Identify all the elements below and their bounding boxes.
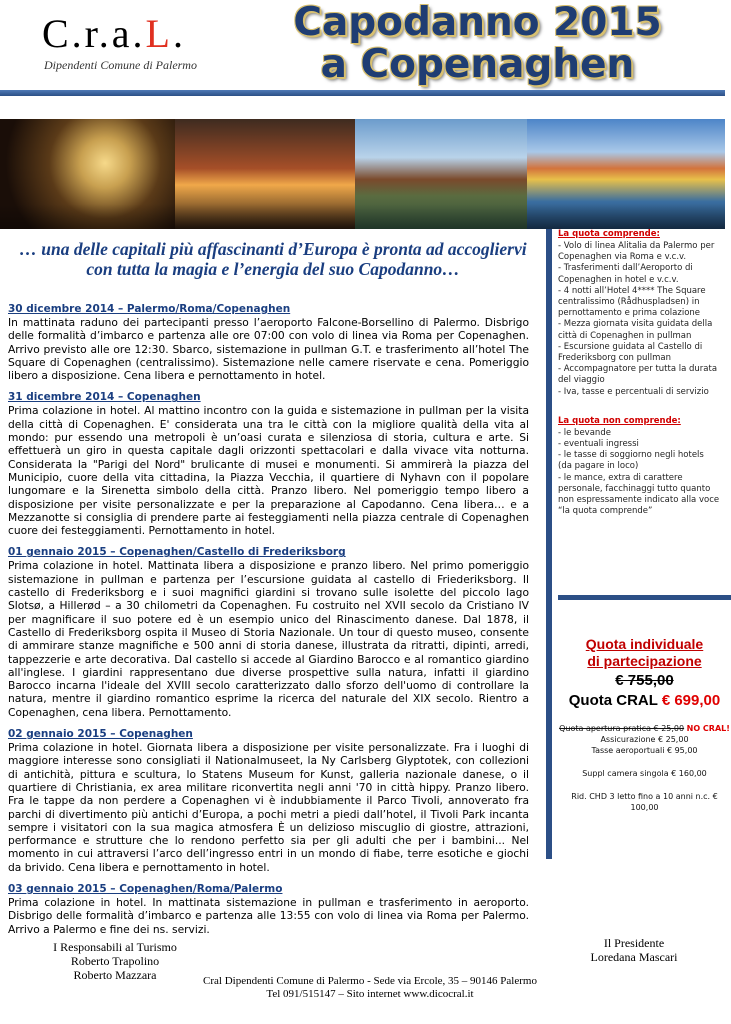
list-item: - 4 notti all’Hotel 4**** The Square (558, 285, 706, 296)
day-item (8, 546, 529, 719)
fireworks-photo (0, 119, 175, 229)
cral-price: Quota CRAL € 699,00 (568, 692, 721, 709)
includes-section (558, 229, 725, 398)
list-item: - Mezza giornata visita guidata della (558, 319, 713, 330)
day-item (8, 303, 529, 382)
child-reduction: Rid. CHD 3 letto fino a 10 anni n.c. € (571, 792, 718, 801)
list-item: Copenaghen in hotel e v.c.v. (558, 274, 679, 285)
day-item (8, 391, 529, 537)
old-price: € 755,00 (615, 672, 674, 689)
nyhavn-photo (527, 119, 725, 229)
insurance-fee: Assicurazione € 25,00 (600, 735, 689, 744)
footer-address: Cral Dipendenti Comune di Palermo - Sede via Ercole, 35 – 90146 Palermo (203, 975, 537, 987)
tivoli-photo (175, 119, 355, 229)
page-title (230, 2, 725, 86)
footer-contacts: Tel 091/515147 – Sito internet www.dicocral.it (266, 988, 474, 1000)
list-item: personale, facchinaggi tutto quanto (558, 483, 711, 494)
itinerary-column (0, 229, 545, 936)
includes-title: La quota comprende: (558, 229, 660, 239)
day-item (8, 728, 529, 874)
list-item: - Volo di linea Alitalia da Palermo per (558, 241, 715, 251)
price-box (558, 595, 731, 813)
logo-subtitle: Dipendenti Comune di Palermo (44, 58, 197, 72)
tourism-signatures: I Responsabili al Turismo Roberto Trapolino Roberto Mazzara (53, 940, 177, 982)
list-item: - Trasferimenti dall’Aeroporto di (558, 263, 693, 274)
list-item: del viaggio (558, 375, 605, 386)
title-line-2: a Copenaghen (320, 42, 635, 87)
logo-wordmark: C.r.a.L. (42, 11, 186, 56)
day-heading: 30 dicembre 2014 – Palermo/Roma/Copenaghen (8, 303, 291, 315)
title-line-1: Capodanno 2015 (293, 0, 662, 45)
day-heading: 02 gennaio 2015 – Copenaghen (8, 728, 193, 741)
president-signature: Il Presidente Loredana Mascari (590, 936, 678, 964)
apertura-fee: Quota apertura pratica € 25,00 NO CRAL! (559, 724, 730, 733)
list-item: città di Copenaghen in pullman (558, 330, 692, 341)
day-text: In mattinata raduno dei partecipanti presso l’aeroporto Falcone-Borsellino di Palermo. Disbrigo delle formalità d’imbarco e partenza alle ore 07:00 con volo di linea via Roma per Copenaghen. Arrivo previsto alle ore 12:30. Sbarco, sistemazione in pullman G.T. e trasferimento all’hotel The Square di Copenaghen (centralissimo). Sistemazione nelle camere riservate e cena. Pomeriggio libero a disposizione. Cena libera e pernottamento in hotel. (8, 316, 529, 383)
child-reduction-value: 100,00 (630, 803, 659, 812)
price-title: Quota individuale di partecipazione (585, 636, 704, 669)
list-item: - le mance, extra di carattere (558, 472, 683, 483)
photo-strip (0, 119, 725, 229)
list-item: Frederiksborg con pullman (558, 353, 672, 364)
excludes-title: La quota non comprende: (558, 415, 681, 426)
castle-photo (355, 119, 527, 229)
day-heading: 31 dicembre 2014 – Copenaghen (8, 391, 201, 404)
excludes-section (558, 416, 725, 518)
day-text: Prima colazione in hotel. In mattinata sistemazione in pullman e trasferimento in aeroporto. Disbrigo delle formalità d’imbarco e partenza alle 13:55 con volo di linea via Roma per Palermo. Arrivo a Palermo e fine dei ns. servizi. (8, 895, 529, 936)
list-item: - Accompagnatore per tutta la durata (558, 364, 718, 375)
list-item: - le tasse di soggiorno negli hotels (558, 450, 704, 461)
info-sidebar (546, 229, 730, 859)
airport-tax: Tasse aeroportuali € 95,00 (591, 746, 698, 755)
list-item: - eventuali ingressi (558, 439, 639, 450)
list-item: “la quota comprende” (558, 506, 653, 517)
header-divider (0, 90, 725, 96)
includes-list (558, 241, 725, 398)
single-supplement: Suppl camera singola € 160,00 (582, 769, 707, 778)
list-item: (da pagare in loco) (558, 461, 639, 472)
day-text: Prima colazione in hotel. Giornata libera a disposizione per visite personalizzate. Fra i luoghi di maggiore interesse sono consigliati il Nationalmuseet, la Ny Carlsberg Glyptotek, con collezioni di antichità, pittura e scultura, lo Statens Museum for Kunst, galleria nazionale danese, o il quartiere di Christiania, ex area militare riconvertita negli anni '70 in città hippy. Pranzo libero. Fra le tappe da non perdere a Copenaghen vi è indubbiamente il Parco Tivoli, annoverato fra parchi di divertimento più antichi d’Europa, a pochi metri a piedi dall’hotel, il Tivoli Park incanta sempre i visitatori con la sua magica atmosfera È un delizioso miscuglio di giostre, attrazioni, performance e strutture che lo rendono perfetto sia per gli adulti che per i bambini... Nel momento in cui attraversi l’arco dell’ingresso entri in un mondo di fiabe, terre esotiche e giochi da brivido. Cena libera e pernottamento in hotel. (8, 741, 529, 874)
footer (180, 975, 560, 1001)
list-item: pernottamento e prima colazione (558, 308, 701, 319)
day-text: Prima colazione in hotel. Mattinata libera a disposizione e pranzo libero. Nel primo pomeriggio sistemazione in pullman e partenza per l’escursione guidata al castello di Friederiksborg. Il castello di Frederiksborg e i suoi magnifici giardini si trovano sulle isolette del piccolo lago Slotsø, a Hillerød – a 30 chilometri da Copenaghen. Fu costruito nel XVII secolo da Cristiano IV per magnificare il suo potere ed è un esempio unico del Rinascimento danese. Dal 1878, il Castello di Frederiksborg ospita il Museo di Storia Nazionale. Un tour di questo museo, consente di ammirare stanze magnifiche e 500 anni di storia danese, illustrata da ritratti, dipinti, arredi, tappezzerie e arte decorativa. Dal castello si accede al Giardino Barocco e al romantico giardino all'inglese. I giardini rappresentano due diverse prospettive sulla natura, infatti il giardino Barocco incarna l'ideale del XVIII secolo caratterizzato dallo sforzo dell'uomo di controllare la natura, mentre il giardino romantico esprime la ricerca del naturale del XIX secolo. Rientro a Copenaghen, cena libera. Pernottamento. (8, 559, 529, 719)
list-item: - Escursione guidata al Castello di (558, 341, 703, 352)
day-heading: 03 gennaio 2015 – Copenaghen/Roma/Palermo (8, 882, 283, 895)
day-text: Prima colazione in hotel. Al mattino incontro con la guida e sistemazione in pullman per la visita della città di Copenaghen. E' considerata una tra le città con la migliore qualità della vita al mondo: pur essendo una metropoli è un’oasi curata e silenziosa di storia, cultura e arte. Si effettuerà un giro in questa capitale dagli orizzonti spettacolari e dalla vivace vita notturna. Considerata la "Parigi del Nord" brulicante di musei e monumenti. Si ammirerà la piazza del Municipio, cuore della vita cittadina, la Piazza Vecchia, il quartiere di Nyhavn con il popolare lungomare e la Sirenetta simbolo della città. Pranzo libero. Nel pomeriggio tempo libero a disposizione per visite personalizzate e per la preparazione al Capodanno. Cena libera… e a Mezzanotte si consiglia di prendere parte ai festeggiamenti nella piazza centrale di Copenaghen cuore dei festeggiamenti. Pernottamento in hotel. (8, 404, 529, 538)
day-item (8, 883, 529, 936)
cral-logo (42, 11, 232, 74)
intro-text: … una delle capitali più affascinanti d’Europa è pronta ad accogliervi con tutta la magia e l’energia del suo Capodanno… (19, 239, 527, 279)
list-item: non espressamente indicato alla voce (558, 495, 720, 506)
list-item: Copenaghen via Roma e v.c.v. (558, 252, 687, 263)
list-item: - Iva, tasse e percentuali di servizio (558, 386, 709, 397)
day-list (8, 303, 529, 945)
list-item: centralissimo (Rådhuspladsen) in (558, 297, 700, 308)
list-item: - le bevande (558, 427, 611, 438)
excludes-list (558, 428, 725, 518)
day-heading: 01 gennaio 2015 – Copenaghen/Castello di Frederiksborg (8, 546, 346, 559)
